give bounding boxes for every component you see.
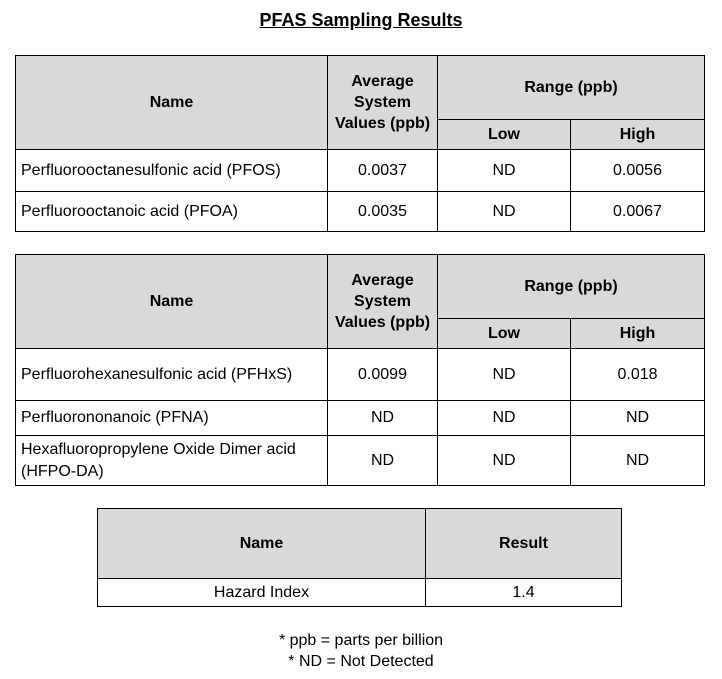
compound-name: Perfluorononanoic (PFNA) <box>16 401 328 436</box>
header-high: High <box>571 319 705 349</box>
low-value: ND <box>438 349 571 401</box>
header-average: Average System Values (ppb) <box>328 56 438 150</box>
header-name: Name <box>16 255 328 349</box>
compound-name: Perfluorooctanesulfonic acid (PFOS) <box>16 150 328 192</box>
header-low: Low <box>438 319 571 349</box>
average-value: ND <box>328 401 438 436</box>
page-title: PFAS Sampling Results <box>259 10 463 30</box>
high-value: 0.0067 <box>571 192 705 232</box>
footnotes <box>0 630 722 672</box>
hazard-index-table <box>97 508 622 607</box>
average-value: 0.0099 <box>328 349 438 401</box>
header-range: Range (ppb) <box>438 56 705 120</box>
low-value: ND <box>438 150 571 192</box>
table-row <box>16 401 705 436</box>
low-value: ND <box>438 192 571 232</box>
hazard-index-label: Hazard Index <box>98 579 426 607</box>
header-high: High <box>571 120 705 150</box>
hazard-index-value: 1.4 <box>426 579 622 607</box>
high-value: 0.0056 <box>571 150 705 192</box>
pfas-table-1 <box>15 55 705 232</box>
header-average: Average System Values (ppb) <box>328 255 438 349</box>
table-row <box>98 579 622 607</box>
average-value: ND <box>328 436 438 486</box>
pfas-table-2 <box>15 254 705 486</box>
header-range: Range (ppb) <box>438 255 705 319</box>
high-value: ND <box>571 401 705 436</box>
footnote-nd: * ND = Not Detected <box>288 653 434 670</box>
average-value: 0.0035 <box>328 192 438 232</box>
header-name: Name <box>98 509 426 579</box>
average-value: 0.0037 <box>328 150 438 192</box>
compound-name: Hexafluoropropylene Oxide Dimer acid (HFPO-DA) <box>16 436 328 486</box>
compound-name: Perfluorohexanesulfonic acid (PFHxS) <box>16 349 328 401</box>
footnote-ppb: * ppb = parts per billion <box>278 632 444 649</box>
header-result: Result <box>426 509 622 579</box>
high-value: ND <box>571 436 705 486</box>
high-value: 0.018 <box>571 349 705 401</box>
table-row <box>16 192 705 232</box>
table-row <box>16 349 705 401</box>
low-value: ND <box>438 401 571 436</box>
compound-name: Perfluorooctanoic acid (PFOA) <box>16 192 328 232</box>
low-value: ND <box>438 436 571 486</box>
table-row <box>16 150 705 192</box>
header-name: Name <box>16 56 328 150</box>
table-row <box>16 436 705 486</box>
header-low: Low <box>438 120 571 150</box>
